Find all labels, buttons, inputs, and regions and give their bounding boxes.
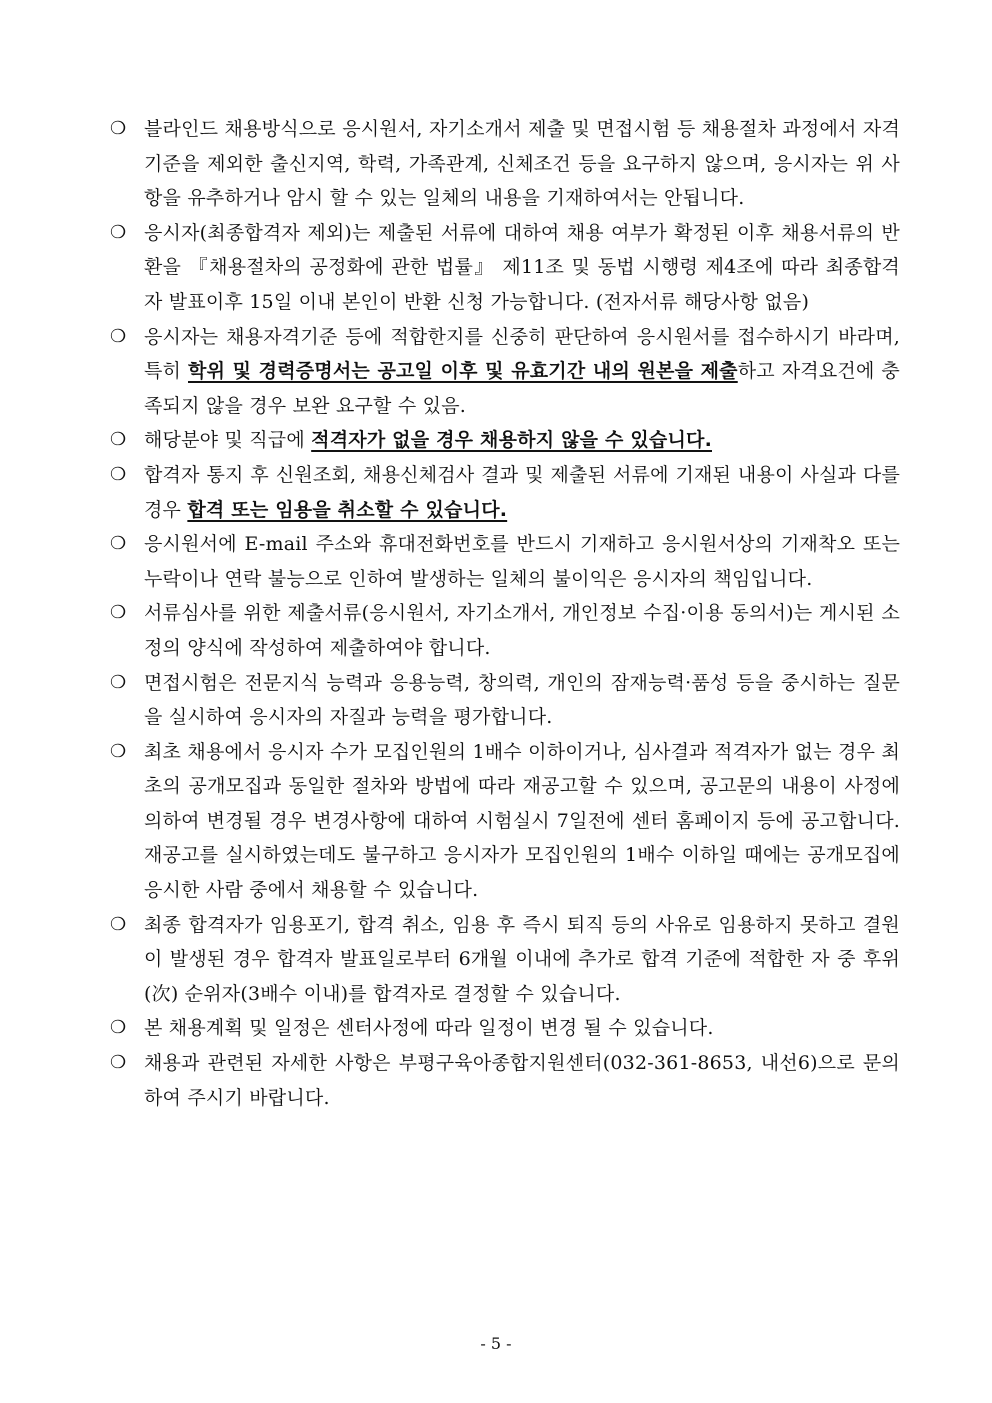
notice-text: 응시자는 채용자격기준 등에 적합한지를 신중히 판단하여 응시원서를 접수하시기 바라며, 특히 <box>144 325 900 383</box>
notice-item <box>108 458 900 527</box>
circle-bullet-icon: ❍ <box>110 913 127 935</box>
notice-item <box>108 908 900 1012</box>
emphasized-text: 학위 및 경력증명서는 공고일 이후 및 유효기간 내의 원본을 제출 <box>188 360 738 383</box>
circle-bullet-icon: ❍ <box>110 671 127 693</box>
notice-text: 최종 합격자가 임용포기, 합격 취소, 임용 후 즉시 퇴직 등의 사유로 임용하지 못하고 결원이 발생된 경우 합격자 발표일로부터 6개월 이내에 추가로 합격 기준에 적합한 자 중 후위(次) 순위자(3배수 이내)를 합격자로 결정할 수 있습니다. <box>144 913 900 1005</box>
emphasized-text: 합격 또는 임용을 취소할 수 있습니다. <box>187 498 508 521</box>
circle-bullet-icon: ❍ <box>110 118 127 139</box>
circle-bullet-icon: ❍ <box>110 325 127 347</box>
notice-item <box>108 1011 900 1046</box>
circle-bullet-icon: ❍ <box>110 221 127 243</box>
circle-bullet-icon: ❍ <box>110 602 127 624</box>
circle-bullet-icon: ❍ <box>110 533 127 555</box>
notice-item <box>108 423 900 458</box>
notice-text: 면접시험은 전문지식 능력과 응용능력, 창의력, 개인의 잠재능력·품성 등을 중시하는 질문을 실시하여 응시자의 자질과 능력을 평가합니다. <box>144 671 900 729</box>
notice-item <box>108 112 900 216</box>
notice-text: 최초 채용에서 응시자 수가 모집인원의 1배수 이하이거나, 심사결과 적격자가 없는 경우 최초의 공개모집과 동일한 절차와 방법에 따라 재공고할 수 있으며, 공고문의 내용이 사정에 의하여 변경될 경우 변경사항에 대하여 시험실시 7일전에 센터 홈페이지 등에 공고합니다. 재공고를 실시하였는데도 불구하고 응시자가 모집인원의 1배수 이하일 때에는 공개모집에 응시한 사람 중에서 채용할 수 있습니다. <box>144 740 900 902</box>
notice-text: 본 채용계획 및 일정은 센터사정에 따라 일정이 변경 될 수 있습니다. <box>144 1017 714 1040</box>
notice-item <box>108 1046 900 1115</box>
notice-item <box>108 527 900 596</box>
notice-text: 블라인드 채용방식으로 응시원서, 자기소개서 제출 및 면접시험 등 채용절차 과정에서 자격기준을 제외한 출신지역, 학력, 가족관계, 신체조건 등을 요구하지 않으며, 응시자는 위 사항을 유추하거나 암시 할 수 있는 일체의 내용을 기재하여서는 안됩니다. <box>144 118 900 210</box>
notice-item <box>108 735 900 908</box>
page-number: - 5 - <box>480 1334 512 1353</box>
emphasized-text: 적격자가 없을 경우 채용하지 않을 수 있습니다. <box>311 429 712 452</box>
notice-item <box>108 666 900 735</box>
notice-item <box>108 596 900 665</box>
notice-text: 서류심사를 위한 제출서류(응시원서, 자기소개서, 개인정보 수집·이용 동의서)는 게시된 소정의 양식에 작성하여 제출하여야 합니다. <box>144 602 900 659</box>
circle-bullet-icon: ❍ <box>110 1052 127 1074</box>
notice-item <box>108 216 900 320</box>
notice-text: 채용과 관련된 자세한 사항은 부평구육아종합지원센터(032-361-8653, 내선6)으로 문의하여 주시기 바랍니다. <box>144 1052 900 1109</box>
circle-bullet-icon: ❍ <box>110 429 127 451</box>
notice-text: 응시자(최종합격자 제외)는 제출된 서류에 대하여 채용 여부가 확정된 이후 채용서류의 반환을 『채용절차의 공정화에 관한 법률』 제11조 및 동법 시행령 제4조에 따라 최종합격자 발표이후 15일 이내 본인이 반환 신청 가능합니다. (전자서류 해당사항 없음) <box>144 221 900 313</box>
notice-list <box>108 112 900 1115</box>
notice-text: 하고 자격요건에 충족되지 않을 경우 보완 요구할 수 있음. <box>144 360 900 417</box>
notice-text: 해당분야 및 직급에 <box>144 429 312 452</box>
circle-bullet-icon: ❍ <box>110 740 127 762</box>
notice-text: 응시원서에 E-mail 주소와 휴대전화번호를 반드시 기재하고 응시원서상의 기재착오 또는 누락이나 연락 불능으로 인하여 발생하는 일체의 불이익은 응시자의 책임입니다. <box>144 533 900 590</box>
circle-bullet-icon: ❍ <box>110 463 127 485</box>
notice-text: 합격자 통지 후 신원조회, 채용신체검사 결과 및 제출된 서류에 기재된 내용이 사실과 다를 경우 <box>144 463 900 521</box>
notice-item <box>108 320 900 424</box>
circle-bullet-icon: ❍ <box>110 1017 127 1039</box>
